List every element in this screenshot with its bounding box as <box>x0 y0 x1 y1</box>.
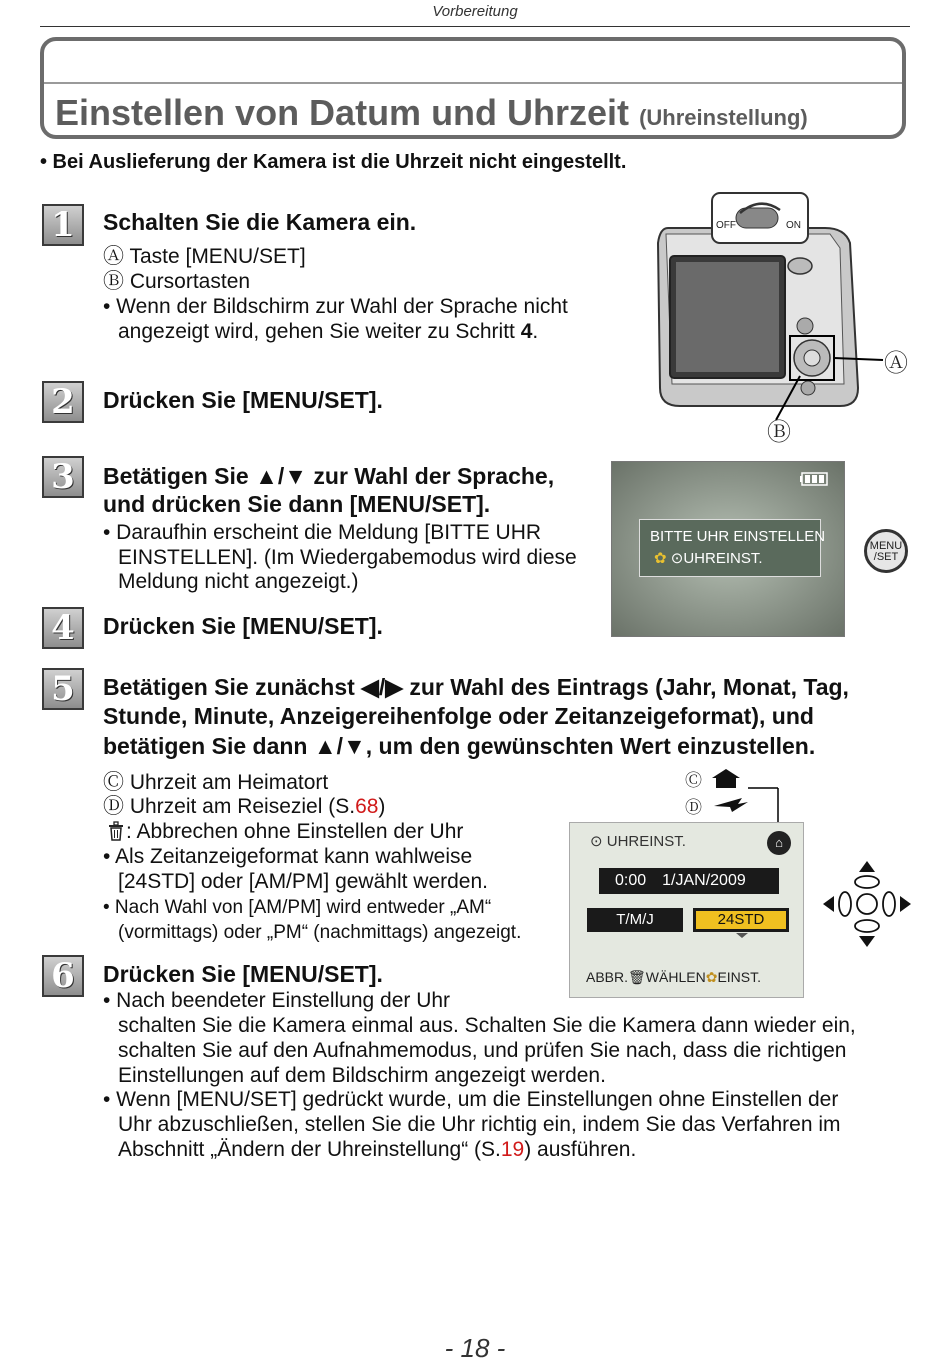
step-6-line: schalten Sie auf den Aufnahmemodus, und prüfen Sie nach, dass die richtigen <box>118 1039 847 1062</box>
step-4-title: Drücken Sie [MENU/SET]. <box>103 613 383 639</box>
time-format-option[interactable]: 24STD <box>693 908 789 932</box>
down-arrow-icon <box>736 933 748 938</box>
step-number-4: 4 <box>42 607 84 649</box>
home-icon <box>712 769 740 788</box>
step-6-line: schalten Sie die Kamera einmal aus. Schalten Sie die Kamera dann wieder ein, <box>118 1014 856 1037</box>
step-3-line: • Daraufhin erscheint die Meldung [BITTE UHR <box>103 521 542 544</box>
page-number: - 18 - <box>444 1333 506 1363</box>
camera-illustration <box>640 188 920 450</box>
step-6-line: Uhr abzuschließen, stellen Sie die Uhr richtig ein, indem Sie das Verfahren im <box>118 1113 841 1136</box>
step-number-5: 5 <box>42 668 84 710</box>
step-5-trash-line: : Abbrechen ohne Einstellen der Uhr <box>106 819 463 844</box>
message-line-1: BITTE UHR EINSTELLEN <box>650 528 826 545</box>
title-main: Einstellen von Datum und Uhrzeit <box>55 92 630 133</box>
date-order-option[interactable]: T/M/J <box>587 908 683 932</box>
step-5-line: • Nach Wahl von [AM/PM] wird entweder „AM“ <box>103 897 492 918</box>
step-5-line: (vormittags) oder „PM“ (nachmittags) angezeigt. <box>118 922 522 943</box>
lcd-screen-clock <box>569 822 804 998</box>
switch-off-label: OFF <box>716 220 736 231</box>
airplane-icon <box>714 798 748 812</box>
step-1-line: • Wenn der Bildschirm zur Wahl der Sprache nicht <box>103 295 568 318</box>
step-6-line: Abschnitt „Ändern der Uhreinstellung“ (S.19) ausführen. <box>118 1138 637 1161</box>
step-6-line: • Wenn [MENU/SET] gedrückt wurde, um die Einstellungen ohne Einstellen der <box>103 1088 839 1111</box>
step-number-6: 6 <box>42 955 84 997</box>
callout-c: Ⓒ <box>685 771 702 790</box>
message-dialog <box>639 519 826 577</box>
date-time-field[interactable]: 0:00 1/JAN/2009 <box>599 868 779 894</box>
step-5-line: • Als Zeitanzeigeformat kann wahlweise <box>103 845 473 868</box>
page-title <box>55 92 808 134</box>
step-6-line: • Nach beendeter Einstellung der Uhr <box>103 989 451 1012</box>
step-6-title: Drücken Sie [MENU/SET]. <box>103 961 383 987</box>
callout-d: Ⓓ <box>685 798 702 817</box>
page-header: Vorbereitung <box>432 3 518 20</box>
switch-on-label: ON <box>786 220 801 231</box>
step-5-title: betätigen Sie dann ▲/▼, um den gewünschten Wert einzustellen. <box>103 733 816 759</box>
menu-set-button[interactable]: MENU /SET <box>864 529 908 573</box>
step-1-line: Ⓑ Cursortasten <box>103 270 251 293</box>
intro-note: • Bei Auslieferung der Kamera ist die Uhrzeit nicht eingestellt. <box>40 151 627 173</box>
step-1-title: Schalten Sie die Kamera ein. <box>103 209 417 235</box>
step-5-d-line: Ⓓ Uhrzeit am Reiseziel (S.68) <box>103 795 386 818</box>
clock-screen-footer: ABBR.🗑WÄHLEN✿EINST. <box>586 969 762 985</box>
lcd-screen-language <box>611 461 845 637</box>
step-5-c-line: Ⓒ Uhrzeit am Heimatort <box>103 771 329 794</box>
callout-a: Ⓐ <box>884 350 908 377</box>
step-3-line: Meldung nicht angezeigt.) <box>118 570 359 593</box>
cursor-keys-icon <box>820 858 915 950</box>
step-3-title: und drücken Sie dann [MENU/SET]. <box>103 491 491 517</box>
battery-icon <box>800 472 830 486</box>
step-1-line: angezeigt wird, gehen Sie weiter zu Schritt 4. <box>118 320 539 343</box>
message-line-2: ✿ ⊙UHREINST. <box>654 550 763 567</box>
step-number-1: 1 <box>42 204 84 246</box>
menu-set-icon: ✿ <box>654 550 671 567</box>
step-5-title: Stunde, Minute, Anzeigereihenfolge oder Zeitanzeigeformat), und <box>103 703 814 729</box>
page-reference-link[interactable]: 68 <box>355 795 379 818</box>
step-5-line: [24STD] oder [AM/PM] gewählt werden. <box>118 870 488 893</box>
step-5-title: Betätigen Sie zunächst ◀/▶ zur Wahl des Eintrags (Jahr, Monat, Tag, <box>103 674 849 700</box>
header-rule <box>40 26 910 27</box>
callout-b: Ⓑ <box>767 419 791 446</box>
callout-icons <box>708 766 788 826</box>
trash-icon <box>106 821 126 841</box>
step-2-title: Drücken Sie [MENU/SET]. <box>103 387 383 413</box>
page-reference-link[interactable]: 19 <box>500 1138 525 1161</box>
trash-icon: 🗑 <box>628 969 646 985</box>
menu-set-icon: ✿ <box>705 969 718 985</box>
clock-set-title: ⊙ UHREINST. <box>590 833 686 850</box>
step-3-title: Betätigen Sie ▲/▼ zur Wahl der Sprache, <box>103 463 555 489</box>
step-number-3: 3 <box>42 456 84 498</box>
home-time-icon: ⌂ <box>767 831 791 855</box>
title-sub: (Uhreinstellung) <box>639 105 808 130</box>
step-3-line: EINSTELLEN]. (Im Wiedergabemodus wird diese <box>118 546 577 569</box>
step-6-line: Einstellungen auf dem Bildschirm angezeigt werden. <box>118 1064 606 1087</box>
step-1-line: Ⓐ Taste [MENU/SET] <box>103 245 306 268</box>
step-number-2: 2 <box>42 381 84 423</box>
